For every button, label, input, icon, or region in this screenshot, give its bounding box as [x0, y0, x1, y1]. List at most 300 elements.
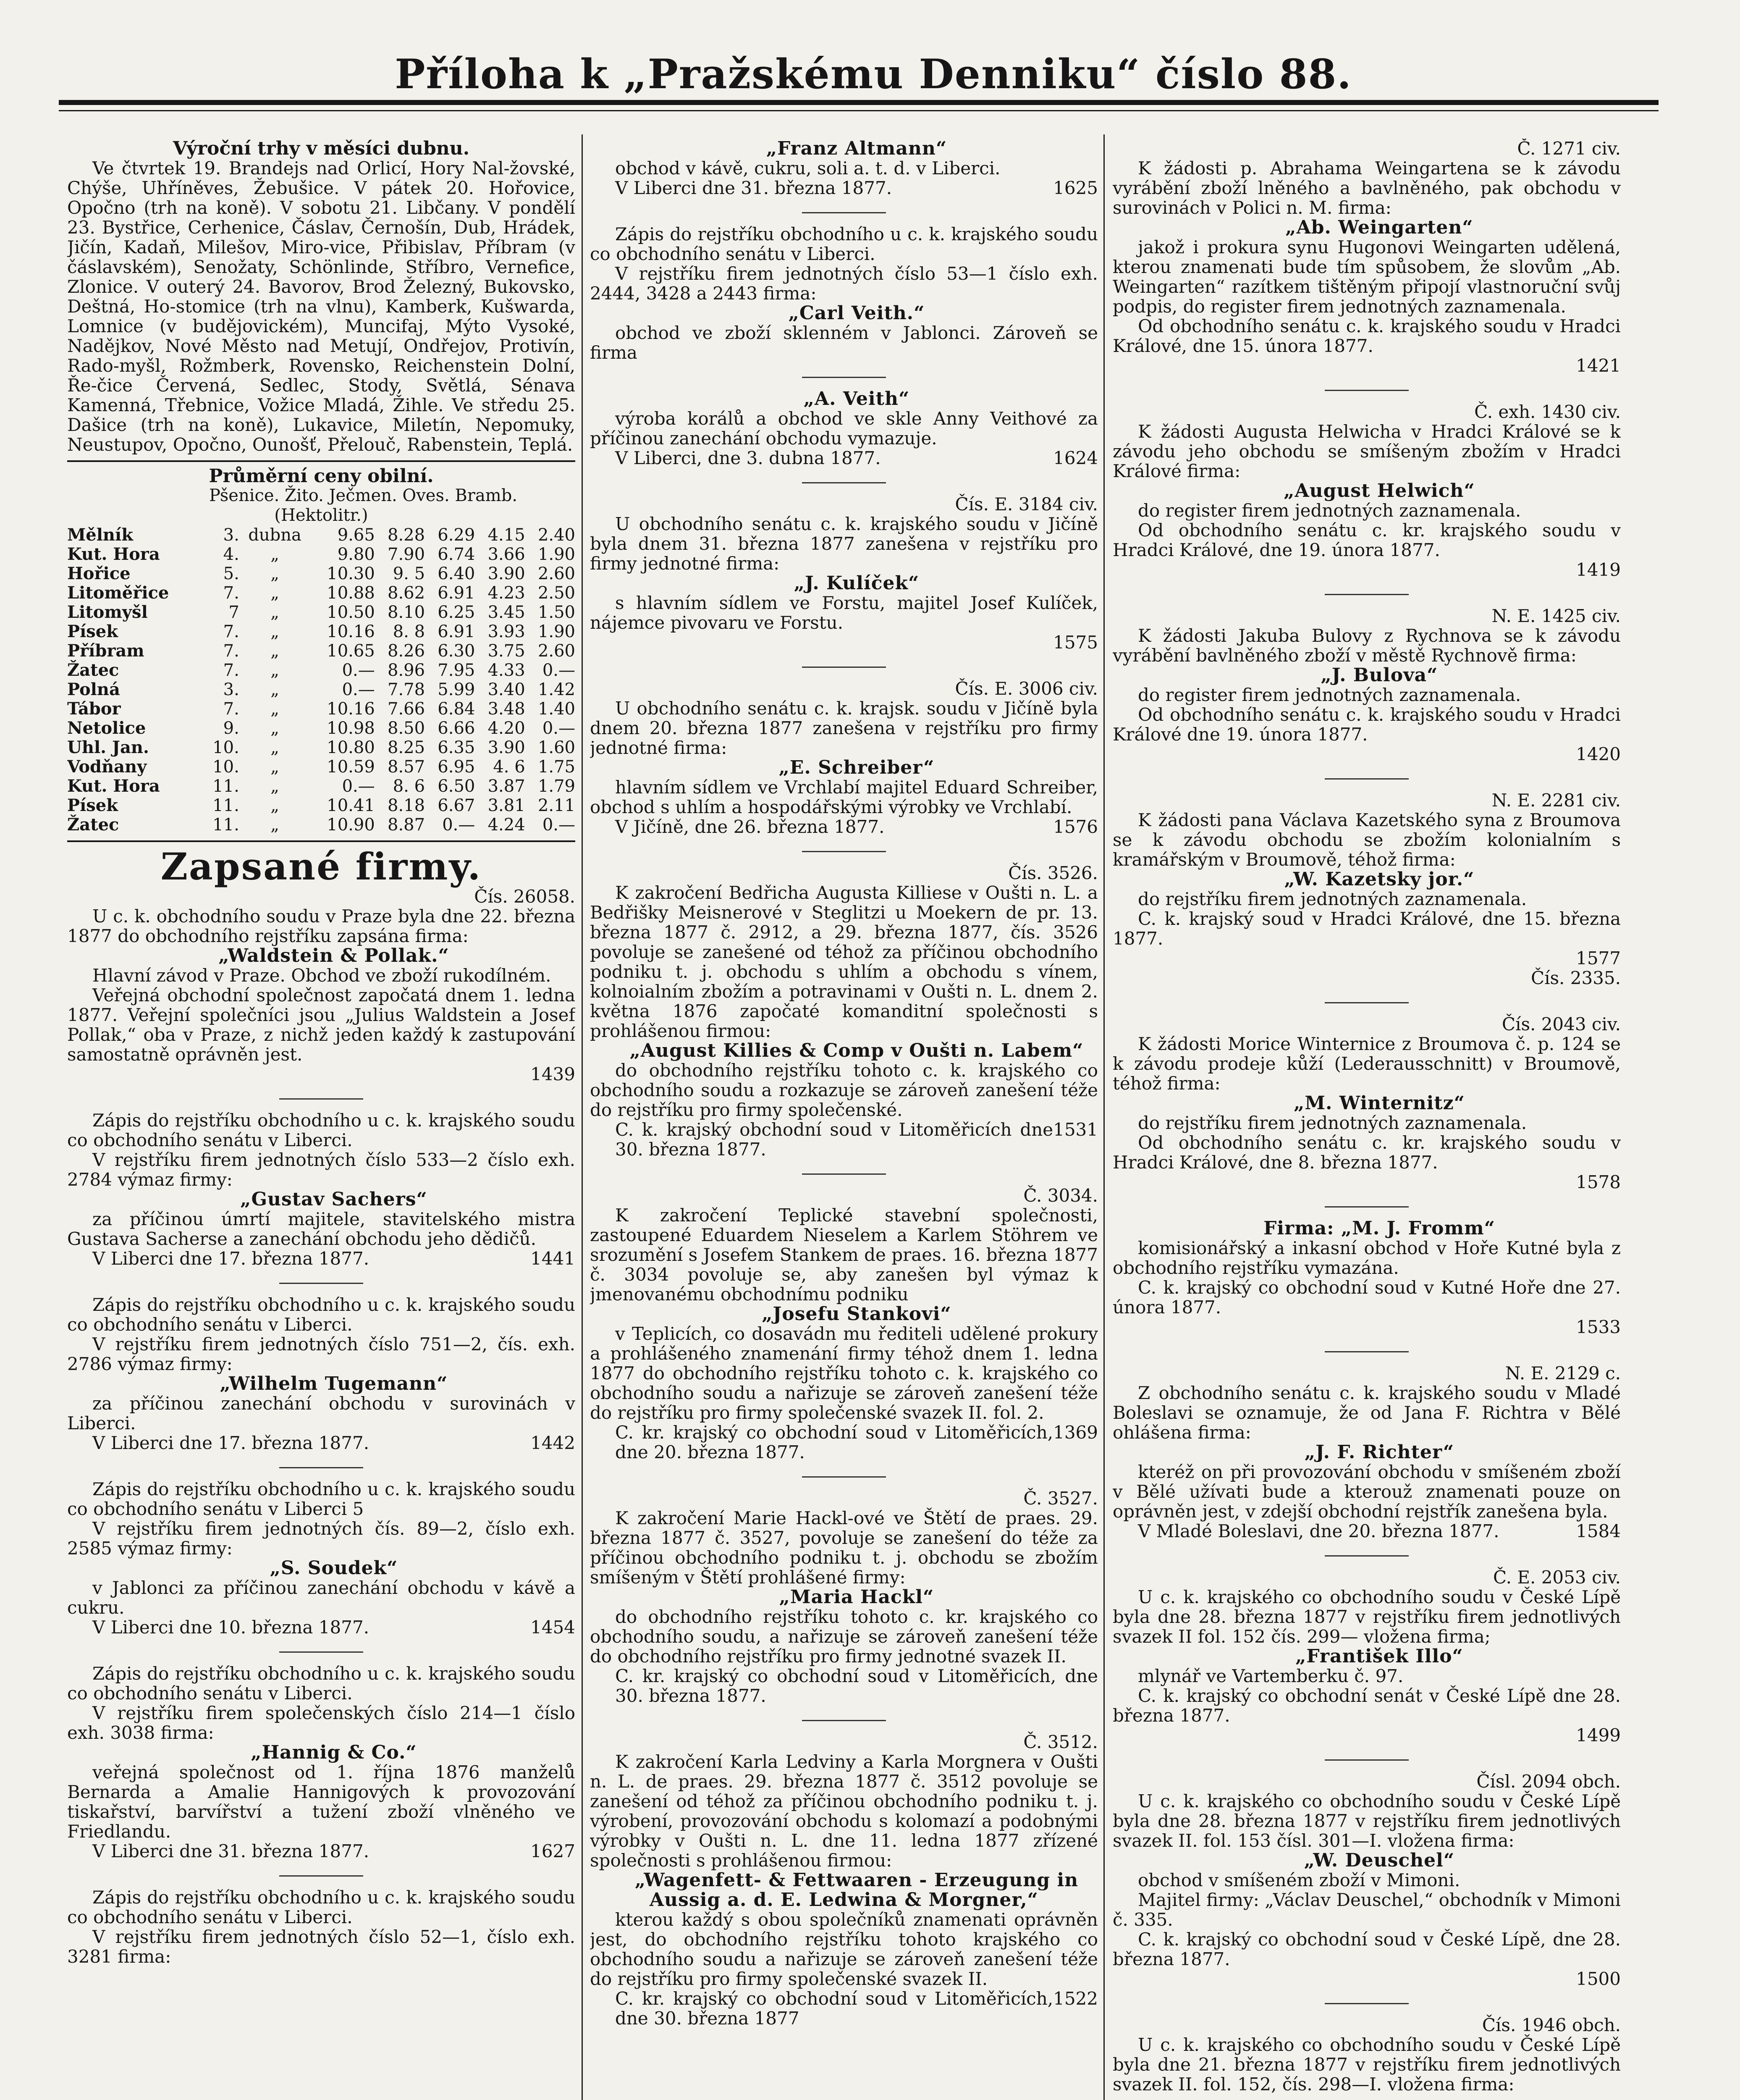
entry-number: N. E. 2129 c.: [1505, 1363, 1621, 1383]
column-2: [590, 139, 1098, 2100]
price-cell-c2: 8. 6: [393, 777, 425, 796]
price-cell-c3: 0.—: [442, 815, 475, 835]
price-cell-c5: 2.40: [537, 525, 575, 545]
price-cell-c5: 0.—: [542, 815, 575, 835]
entry-separator: [802, 212, 886, 213]
entry-separator: [279, 1651, 363, 1653]
price-cell-c5: 1.90: [537, 622, 575, 641]
col2-entries: [590, 139, 1098, 2028]
entry-text: K žádosti Augusta Helwicha v Hradci Králové se k závodu jeho obchodu se smíšeným zbožím v Hradci Králové firma:: [1113, 421, 1621, 481]
entry-text: Od obchodního senátu c. k. krajského soudu v Hradci Králové, dne 15. února 1877.: [1113, 316, 1621, 356]
entry-number: N. E. 2281 civ.: [1491, 790, 1621, 811]
price-cell-day: 7.: [223, 583, 239, 603]
entry-signature: [590, 1120, 1098, 1159]
entry-text: C. k. krajský soud v Hradci Králové, dne 15. března 1877.: [1113, 908, 1621, 949]
entry-text: s hlavním sídlem ve Forstu, majitel Josef Kulíček, nájemce pivovaru ve Forstu.: [590, 593, 1098, 633]
entry-separator: [1325, 1759, 1409, 1761]
price-row: [67, 777, 575, 796]
entry-serial: 1627: [530, 1841, 575, 1861]
price-cell-day: 7.: [223, 661, 239, 680]
firm-name: „August Helwich“: [1284, 480, 1475, 501]
entry-text: Zápis do rejstříku obchodního u c. k. krajského soudu co obchodního senátu v Liberci 5: [67, 1479, 575, 1519]
entry-serial: 1625: [1053, 178, 1098, 198]
entry-signature: [67, 1617, 575, 1637]
price-cell-town: Litomyšl: [67, 602, 148, 622]
price-cell-c1: 9.65: [337, 525, 375, 545]
entry-text: C. k. krajský co obchodní senát v České Lípě dne 28. března 1877.: [1113, 1685, 1621, 1726]
price-row: [67, 525, 575, 545]
entry-text: V rejstříku firem jednotných číslo 52—1, číslo exh. 3281 firma:: [67, 1927, 575, 1967]
firm-name: „Franz Altmann“: [766, 139, 947, 159]
entry-text: Od obchodního senátu c. k. krajského soudu v Hradci Králové dne 19. února 1877.: [1113, 704, 1621, 745]
masthead: Příloha k „Pražskému Denniku“ číslo 88.: [395, 50, 1352, 98]
price-cell-c5: 1.60: [537, 738, 575, 757]
signature-text: V Liberci dne 17. března 1877.: [92, 1433, 369, 1453]
price-cell-c4: 3.45: [487, 603, 525, 622]
price-cell-c1: 10.59: [327, 757, 375, 777]
firm-name: „František Illo“: [1295, 1646, 1463, 1667]
entry-text: do obchodního rejstříku tohoto c. k. krajského co obchodního soudu a rozkazuje se zároveň zanešení téže do rejstříku pro firmy společenské.: [590, 1060, 1098, 1120]
register-entry: [67, 1110, 575, 1268]
price-cell-c4: 4.23: [487, 583, 525, 603]
price-row: [67, 622, 575, 641]
entry-signature: [1113, 356, 1621, 375]
entry-text: U c. k. krajského co obchodního soudu v České Lípě byla dne 21. března 1877 v rejstříku firem jednotlivých svazek II. fol. 152, čís. 298—I. vložena firma:: [1113, 2034, 1621, 2095]
price-cell-c1: 10.16: [327, 699, 375, 719]
register-entry: [67, 1479, 575, 1637]
price-row: [67, 583, 575, 603]
masthead-rule-thin: [59, 110, 1659, 111]
entry-signature: [590, 1666, 1098, 1706]
price-cell-c3: 6.91: [438, 622, 475, 641]
register-entry: [1113, 606, 1621, 764]
entry-text: K zakročení Bedřicha Augusta Killiese v Oušti n. L. a Bedřišky Meisnerové v Steglitzi u Moekern de pr. 13. března 1877 č. 2912, a 29. března 1877, čís. 3526 povoluje se zanešené od téhož za příčinou obchodního podniku t. j. obchodu s uhlím a obchodu s vínem, kolnoialním zbožím a potravinami v Oušti n. L. dnem 2. května 1876 započaté komanditní společnosti s prohlášenou firmou:: [590, 882, 1098, 1041]
signature-text: V Jičíně, dne 26. března 1877.: [615, 816, 885, 837]
entry-text: obchod v kávě, cukru, soli a. t. d. v Liberci.: [615, 158, 1001, 178]
register-entry: [1113, 1567, 1621, 1745]
entry-number: Č. 3034.: [1023, 1185, 1098, 1206]
firm-name: „August Killies & Comp v Oušti n. Labem“: [629, 1040, 1084, 1061]
price-cell-c4: 4.15: [487, 525, 525, 545]
prices-header: Pšenice. Žito. Ječmen. Oves. Bramb.: [209, 486, 518, 505]
price-cell-c4: 3.75: [487, 641, 525, 661]
price-row: [67, 757, 575, 777]
price-cell-c1: 0.—: [342, 680, 375, 699]
price-cell-c5: 2.50: [537, 583, 575, 603]
entry-number: Č. 1271 civ.: [1517, 139, 1621, 159]
entry-text: C. k. krajský co obchodní soud v České Lípě, dne 28. března 1877.: [1113, 1929, 1621, 1969]
price-cell-c5: 1.40: [537, 699, 575, 719]
col1-entries: [67, 887, 575, 1966]
entry-signature: [1113, 560, 1621, 580]
price-cell-day: 11.: [212, 796, 239, 815]
entry-signature: [1113, 948, 1621, 968]
price-cell-c3: 6.40: [438, 564, 475, 583]
entry-text: do rejstříku firem jednotných zaznamenala.: [1138, 1113, 1527, 1133]
entry-serial: 1499: [1576, 1725, 1621, 1746]
entry-text: do rejstříku firem jednotných zaznamenala.: [1138, 889, 1527, 909]
entry-text: K žádosti pana Václava Kazetského syna z Broumova se k závodu obchodu se zbožím kolonialním s kramářským v Broumově, téhož firma:: [1113, 810, 1621, 870]
price-cell-town: Kut. Hora: [67, 776, 160, 796]
price-cell-c2: 8.57: [388, 757, 425, 777]
entry-text: veřejná společnost od 1. října 1876 manželů Bernarda a Amalie Hannigových k provozování tiskařství, barvířství a tužení zboží vlněného ve Friedlandu.: [67, 1762, 575, 1842]
entry-text: U c. k. obchodního soudu v Praze byla dne 22. března 1877 do obchodního rejstříku zapsána firma:: [67, 906, 575, 946]
entry-text: hlavním sídlem ve Vrchlabí majitel Eduard Schreiber, obchod s uhlím a hospodářskými výrobky ve Vrchlabí.: [590, 777, 1098, 817]
entry-number: Čís. E. 3184 civ.: [955, 494, 1098, 514]
fairs-text: Ve čtvrtek 19. Brandejs nad Orlicí, Hory Nal-žovské, Chýše, Uhříněves, Žebušice. V pátek 20. Hořovice, Opočno (trh na koně). V sobotu 21. Libčany. V pondělí 23. Bystřice, Cerhenice, Čáslav, Černošín, Dub, Hrádek, Jičín, Kadaň, Milešov, Miro-vice, Přibislav, Příbram (v čáslavském), Senožaty, Schönlinde, Stříbro, Vernefice, Zlonice. V outerý 24. Bavorov, Brod Železný, Bukovsko, Deštná, Ho-stomice (trh na vlnu), Kamberk, Kušwarda, Lomnice (v budějovickém), Muncifaj, Mýto Vysoké, Nadějkov, Nové Město nad Metují, Ondřejov, Protivín, Rado-myšl, Rožmberk, Rovensko, Reichenstein Dolní, Ře-čice Červená, Sedlec, Stody, Světlá, Sénava Kamenná, Třebnice, Vožice Mladá, Žihle. Ve středu 25. Dašice (trh na koně), Lukavice, Miletín, Nepomuky, Neustupov, Opočno, Ounošť, Přelouč, Rabenstein, Teplá.: [67, 158, 575, 455]
section-rule: [67, 840, 575, 842]
price-cell-c3: 6.67: [438, 796, 475, 815]
entry-signature: [1113, 1317, 1621, 1337]
price-cell-c4: 3.87: [487, 777, 525, 796]
price-cell-c1: 10.16: [327, 622, 375, 641]
entry-signature: [1113, 1172, 1621, 1192]
firm-name: „W. Kazetsky jor.“: [1284, 869, 1475, 890]
price-cell-month: „: [270, 680, 279, 699]
price-cell-c4: 3.90: [487, 738, 525, 757]
entry-separator: [1325, 1351, 1409, 1352]
entry-text: Majitel firmy: „Václav Deuschel,“ obchodník v Mimoni č. 335.: [1113, 1890, 1621, 1930]
price-cell-c1: 10.98: [327, 719, 375, 738]
entry-text: Zápis do rejstříku obchodního u c. k. krajského soudu co obchodního senátu v Liberci.: [67, 1294, 575, 1335]
entry-serial: 1576: [1053, 816, 1098, 837]
price-cell-month: „: [270, 583, 279, 603]
price-cell-c4: 3.81: [487, 796, 525, 815]
price-cell-c1: 10.65: [327, 641, 375, 661]
entry-separator: [279, 1098, 363, 1100]
price-cell-town: Hořice: [67, 564, 131, 583]
price-cell-c4: 3.48: [487, 699, 525, 719]
firm-name: „Maria Hackl“: [779, 1586, 934, 1608]
price-cell-month: „: [270, 719, 279, 738]
price-cell-month: „: [270, 757, 279, 777]
price-cell-c1: 0.—: [342, 777, 375, 796]
entry-signature: [590, 1989, 1098, 2028]
price-cell-day: 5.: [223, 564, 239, 583]
price-cell-town: Uhl. Jan.: [67, 738, 149, 757]
signature-text: V Liberci dne 10. března 1877.: [92, 1617, 369, 1638]
entry-text: za příčinou úmrtí majitele, stavitelského mistra Gustava Sacherse a zanechání obchodu jeho dědičů.: [67, 1209, 575, 1249]
price-cell-c3: 6.50: [438, 777, 475, 796]
price-cell-c5: 2.60: [537, 641, 575, 661]
price-cell-town: Písek: [67, 795, 118, 815]
price-cell-month: „: [270, 777, 279, 796]
entry-text: Hlavní závod v Praze. Obchod ve zboží rukodílném.: [92, 965, 551, 986]
price-cell-month: „: [270, 815, 279, 835]
column-divider-2: [1103, 134, 1105, 2100]
entry-signature: [1113, 1969, 1621, 1989]
entry-separator: [279, 1467, 363, 1468]
entry-text: C. k. krajský co obchodní soud v Kutné Hoře dne 27. února 1877.: [1113, 1277, 1621, 1318]
price-cell-c5: 2.11: [537, 796, 575, 815]
price-row: [67, 796, 575, 815]
price-cell-c1: 10.88: [327, 583, 375, 603]
register-entry: [67, 1664, 575, 1861]
fairs-section: [67, 139, 575, 454]
entry-text: U obchodního senátu c. k. krajsk. soudu v Jičíně byla dnem 20. března 1877 zanešena v rejstříku pro firmy jednotné firma:: [590, 698, 1098, 758]
register-entry: [1113, 1014, 1621, 1192]
signature-text: V Liberci, dne 3. dubna 1877.: [615, 448, 881, 468]
entry-serial: 1421: [1576, 355, 1621, 376]
price-cell-month: „: [270, 661, 279, 680]
price-cell-c2: 8.28: [388, 525, 425, 545]
price-cell-month: „: [270, 622, 279, 641]
register-entry: [590, 1732, 1098, 2028]
signature-text: V Liberci dne 31. března 1877.: [92, 1841, 369, 1861]
price-cell-c4: 4.33: [487, 661, 525, 680]
price-cell-town: Kut. Hora: [67, 544, 160, 564]
price-row: [67, 603, 575, 622]
price-cell-c2: 7.90: [388, 545, 425, 564]
entry-text: jakož i prokura synu Hugonovi Weingarten udělená, kterou znamenati bude tím spůsobem, že slovům „Ab. Weingarten“ razítkem tištěným připojí vlastnoruční svůj podpis, do register firem jednotných zaznamenala.: [1113, 237, 1621, 317]
price-cell-c3: 6.29: [438, 525, 475, 545]
price-cell-c3: 6.91: [438, 583, 475, 603]
entry-number: Č. exh. 1430 civ.: [1474, 402, 1621, 422]
entry-text: Zápis do rejstříku obchodního u c. k. krajského soudu co obchodního senátu v Liberci.: [67, 1887, 575, 1927]
price-row: [67, 815, 575, 835]
price-cell-c1: 10.41: [327, 796, 375, 815]
price-cell-c2: 7.66: [388, 699, 425, 719]
entry-signature: [67, 1249, 575, 1268]
price-cell-month: „: [270, 545, 279, 564]
entry-number: Č. 3512.: [1023, 1732, 1098, 1752]
entry-signature: [590, 448, 1098, 468]
firm-name: „Josefu Stankovi“: [762, 1303, 951, 1325]
price-cell-month: dubna: [248, 525, 301, 545]
firm-name: „E. Schreiber“: [778, 757, 935, 778]
price-cell-month: „: [270, 738, 279, 757]
entry-text: Od obchodního senátu c. kr. krajského soudu v Hradci Králové, dne 8. března 1877.: [1113, 1132, 1621, 1173]
entry-text: v Teplicích, co dosavádn mu řediteli udělené prokury a prohlášeného znamenání firmy téhož dnem 1. ledna 1877 do obchodního rejstříku tohoto c. k. krajského co obchodního soudu a nařizuje se zároveň zanešení téže do rejstříku pro firmy společenské svazek II. fol. 2.: [590, 1323, 1098, 1423]
price-cell-c1: 10.80: [327, 738, 375, 757]
entry-separator: [802, 1173, 886, 1175]
price-cell-c3: 6.84: [438, 699, 475, 719]
firms-title: Zapsané firmy.: [160, 845, 482, 888]
price-cell-c2: 8.25: [388, 738, 425, 757]
register-entry: [590, 863, 1098, 1159]
signature-text: V Liberci dne 31. března 1877.: [615, 178, 892, 198]
price-cell-day: 11.: [212, 815, 239, 835]
firm-name: „A. Veith“: [803, 388, 910, 410]
price-cell-c2: 7.78: [388, 680, 425, 699]
entry-separator: [279, 1875, 363, 1877]
register-entry: [590, 1488, 1098, 1706]
entry-signature: [590, 1423, 1098, 1462]
price-cell-c2: 8.96: [388, 661, 425, 680]
entry-serial: 1624: [1053, 448, 1098, 468]
price-cell-month: „: [270, 603, 279, 622]
signature-text: C. kr. krajský co obchodní soud v Litoměřicích, dne 30. března 1877: [615, 1988, 1053, 2029]
entry-text: K žádosti Jakuba Bulovy z Rychnova se k závodu vyrábění bavlněného zboží v městě Rychnově firma:: [1113, 625, 1621, 666]
signature-text: V Liberci dne 17. března 1877.: [92, 1248, 369, 1269]
entry-text: U obchodního senátu c. k. krajského soudu v Jičíně byla dnem 31. března 1877 zanešena v rejstříku pro firmy jednotné firma:: [590, 514, 1098, 574]
price-cell-town: Netolice: [67, 718, 146, 738]
entry-signature: [590, 178, 1098, 198]
entry-text: v Jablonci za příčinou zanechání obchodu v kávě a cukru.: [67, 1578, 575, 1618]
price-cell-town: Mělník: [67, 525, 133, 545]
price-cell-day: 3.: [223, 680, 239, 699]
entry-serial: 1420: [1576, 744, 1621, 764]
entry-number: N. E. 1425 civ.: [1491, 606, 1621, 626]
entry-number: Č. E. 2053 civ.: [1493, 1567, 1621, 1588]
entry-text: Od obchodního senátu c. kr. krajského soudu v Hradci Králové, dne 19. února 1877.: [1113, 520, 1621, 560]
entry-text: U c. k. krajského co obchodního soudu v České Lípě byla dne 28. března 1877 v rejstříku firem jednotlivých svazek II fol. 152 čís. 299— vložena firma;: [1113, 1587, 1621, 1647]
price-cell-c3: 5.99: [438, 680, 475, 699]
price-cell-c2: 8.10: [388, 603, 425, 622]
entry-separator: [1325, 1206, 1409, 1208]
register-entry: [1113, 2015, 1621, 2094]
entry-text: za příčinou zanechání obchodu v surovinách v Liberci.: [67, 1393, 575, 1433]
price-cell-c4: 4.20: [487, 719, 525, 738]
price-cell-town: Žatec: [67, 815, 119, 835]
price-cell-c2: 9. 5: [393, 564, 425, 583]
prices-subheader: (Hektolitr.): [274, 506, 368, 525]
firm-name: „M. Winternitz“: [1294, 1092, 1465, 1114]
entry-number: Č. 3527.: [1023, 1488, 1098, 1509]
price-cell-town: Polná: [67, 680, 120, 699]
entry-text: do register firem jednotných zaznamenala.: [1138, 500, 1521, 521]
register-entry: [1113, 139, 1621, 375]
register-entry: [67, 1295, 575, 1453]
entry-serial: 1369: [1053, 1422, 1098, 1443]
entry-signature: [67, 1064, 575, 1084]
price-cell-day: 11.: [212, 777, 239, 796]
firm-name: „Waldstein & Pollak.“: [218, 945, 449, 966]
entry-signature: [1113, 1725, 1621, 1745]
firm-name: „Hannig & Co.“: [251, 1742, 417, 1763]
price-cell-c3: 6.95: [438, 757, 475, 777]
entry-number: Čís. 3526.: [1008, 863, 1098, 883]
entry-number: Čísl. 2094 obch.: [1476, 1771, 1621, 1792]
firm-name: „J. F. Richter“: [1304, 1441, 1454, 1463]
col3-entries: [1113, 139, 1621, 2094]
price-cell-c1: 10.90: [327, 815, 375, 835]
price-cell-month: „: [270, 796, 279, 815]
price-cell-c5: 0.—: [542, 719, 575, 738]
entry-signature: [1113, 744, 1621, 764]
entry-separator: [802, 377, 886, 378]
price-cell-c3: 7.95: [438, 661, 475, 680]
entry-serial: 1439: [530, 1064, 575, 1084]
register-entry: [67, 887, 575, 1084]
entry-text: K zakročení Karla Ledviny a Karla Morgnera v Oušti n. L. de praes. 29. března 1877 č. 3512 povoluje se zanešení od téhož za příčinou obchodního podniku t. j. výrobení, provozování obchodu s kolomazí a podobnými výrobky v Oušti n. L. dne 11. ledna 1877 zřízené společnosti s prohlášenou firmou:: [590, 1751, 1098, 1871]
firm-name: „S. Soudek“: [270, 1557, 398, 1579]
entry-signature: [67, 1841, 575, 1861]
entry-separator: [1325, 390, 1409, 391]
entry-text: výroba korálů a obchod ve skle Anny Veithové za příčinou zanechání obchodu vymazuje.: [590, 408, 1098, 449]
entry-separator: [1325, 778, 1409, 780]
entry-text: kteréž on při provozování obchodu v smíšeném zboží v Bělé užívati bude a kterouž znamenati pouze on oprávněn jest, v zdejší obchodní rejstřík zanešena byla.: [1113, 1462, 1621, 1522]
price-cell-month: „: [270, 564, 279, 583]
price-cell-c3: 6.25: [438, 603, 475, 622]
entry-signature: [590, 817, 1098, 837]
price-cell-c2: 8.87: [388, 815, 425, 835]
register-entry: [590, 139, 1098, 198]
entry-separator: [802, 482, 886, 483]
entry-number: Čís. 2335.: [1530, 968, 1621, 988]
price-cell-c1: 10.30: [327, 564, 375, 583]
entry-serial: 1578: [1576, 1172, 1621, 1192]
entry-text: Z obchodního senátu c. k. krajského soudu v Mladé Boleslavi se oznamuje, že od Jana F. Richtra v Bělé ohlášena firma:: [1113, 1383, 1621, 1443]
signature-text: C. kr. krajský co obchodní soud v Litoměřicích, dne 30. března 1877.: [615, 1666, 1098, 1706]
firm-name: „Wilhelm Tugemann“: [220, 1373, 448, 1394]
price-cell-town: Žatec: [67, 660, 119, 680]
firm-name: „Ab. Weingarten“: [1285, 217, 1473, 238]
price-cell-day: 7.: [223, 699, 239, 719]
register-entry: [590, 224, 1098, 362]
entry-separator: [802, 851, 886, 852]
price-cell-day: 4.: [223, 545, 239, 564]
price-cell-town: Příbram: [67, 641, 144, 661]
price-cell-day: 7: [228, 603, 239, 622]
entry-text: K zakročení Teplické stavební společnosti, zastoupené Eduardem Nieselem a Karlem Stöhrem ve srozumění s Josefem Stankem de praes. 16. března 1877 č. 3034 povoluje se, aby zanešen byl výmaz k jmenovanému obchodnímu podniku: [590, 1205, 1098, 1305]
column-3: [1113, 139, 1621, 2100]
price-cell-town: Písek: [67, 622, 118, 641]
price-cell-c3: 6.74: [438, 545, 475, 564]
price-cell-day: 7.: [223, 622, 239, 641]
masthead-rule-thick: [59, 100, 1659, 105]
register-entry: [67, 1887, 575, 1966]
price-cell-c5: 1.75: [537, 757, 575, 777]
entry-separator: [802, 1720, 886, 1721]
entry-text: Zápis do rejstříku obchodního u c. k. krajského soudu co obchodního senátu v Liberci.: [67, 1110, 575, 1150]
prices-section: [67, 466, 575, 835]
entry-text: V rejstříku firem jednotných číslo 53—1 číslo exh. 2444, 3428 a 2443 firma:: [590, 263, 1098, 304]
firm-name: „Gustav Sachers“: [240, 1189, 427, 1210]
price-cell-c2: 8.62: [388, 583, 425, 603]
price-cell-town: Vodňany: [67, 757, 147, 777]
entry-separator: [802, 1476, 886, 1478]
entry-text: kterou každý s obou společníků znamenati oprávněn jest, do obchodního rejstříku tohoto krajského co obchodního soudu a nařizuje se zároveň zanešení téže do rejstříku pro firmy společenské svazek II.: [590, 1909, 1098, 1989]
entry-signature: [590, 633, 1098, 652]
price-cell-c4: 4. 6: [493, 757, 525, 777]
entry-number: Čís. 2043 civ.: [1502, 1014, 1621, 1034]
entry-separator: [279, 1283, 363, 1284]
prices-table: [67, 525, 575, 835]
entry-text: obchod ve zboží sklenném v Jablonci. Zároveň se firma: [590, 323, 1098, 363]
entry-serial: 1454: [530, 1617, 575, 1638]
price-cell-c3: 6.35: [438, 738, 475, 757]
firm-name: „J. Kulíček“: [794, 572, 920, 594]
entry-text: Zápis do rejstříku obchodního u c. k. krajského soudu co obchodního senátu v Liberci.: [67, 1663, 575, 1704]
entry-text: V rejstříku firem jednotných číslo 751—2, čís. exh. 2786 výmaz firmy:: [67, 1334, 575, 1374]
price-row: [67, 641, 575, 661]
price-cell-month: „: [270, 699, 279, 719]
price-cell-c5: 1.50: [537, 603, 575, 622]
entry-text: Veřejná obchodní společnost započatá dnem 1. ledna 1877. Veřejní společníci jsou „Julius Waldstein a Josef Pollak,“ oba v Praze, z nichž jeden každý k zastupování samostatně oprávněn jest.: [67, 985, 575, 1065]
column-1: [67, 139, 575, 2100]
entry-text: do obchodního rejstříku tohoto c. kr. krajského co obchodního soudu, a nařizuje se zároveň zanešení téže do obchodního rejstříku pro firmy jednotné svazek II.: [590, 1606, 1098, 1667]
price-cell-month: „: [270, 641, 279, 661]
entry-text: K žádosti Morice Winternice z Broumova č. p. 124 se k závodu prodeje kůží (Lederausschnitt) v Broumově, téhož firma:: [1113, 1034, 1621, 1094]
entry-signature: [1113, 1521, 1621, 1541]
price-cell-c4: 3.66: [487, 545, 525, 564]
entry-separator: [1325, 1555, 1409, 1557]
section-rule: [67, 460, 575, 462]
firm-name: „W. Deuschel“: [1304, 1850, 1455, 1871]
price-cell-c3: 6.30: [438, 641, 475, 661]
register-entry: [590, 1186, 1098, 1462]
entry-serial: 1531: [1053, 1119, 1098, 1140]
price-cell-day: 7.: [223, 641, 239, 661]
entry-signature: [67, 1433, 575, 1453]
entry-text: do register firem jednotných zaznamenala.: [1138, 685, 1521, 705]
entry-text: mlynář ve Vartemberku č. 97.: [1138, 1666, 1404, 1686]
entry-text: U c. k. krajského co obchodního soudu v České Lípě byla dne 28. března 1877 v rejstříku firem jednotlivých svazek II. fol. 153 čísl. 301—I. vložena firma:: [1113, 1791, 1621, 1851]
price-cell-day: 10.: [212, 738, 239, 757]
price-cell-c2: 8.50: [388, 719, 425, 738]
firm-name: Firma: „M. J. Fromm“: [1263, 1218, 1495, 1239]
